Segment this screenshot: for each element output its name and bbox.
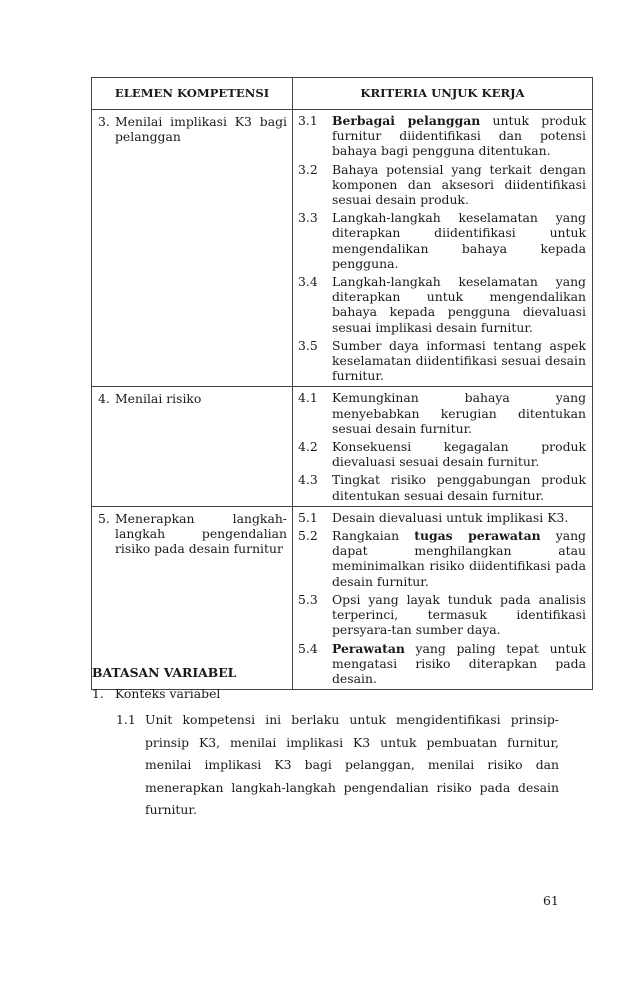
- table-header-row: [92, 78, 593, 110]
- criterion-item: [298, 439, 586, 469]
- criterion-item: [298, 390, 586, 436]
- criterion-text: Perawatan yang paling tepat untuk mengatasi risiko diterapkan pada desain.: [332, 640, 586, 686]
- sub-item-number: 1.1: [116, 712, 136, 727]
- header-kriteria-unjuk-kerja: KRITERIA UNJUK KERJA: [293, 78, 593, 110]
- criterion-item: [298, 592, 586, 638]
- criterion-text: Kemungkinan bahaya yang menyebabkan kerugian ditentukan sesuai desain furnitur.: [332, 390, 586, 436]
- criterion-item: [298, 510, 586, 525]
- criterion-text: Desain dievaluasi untuk implikasi K3.: [332, 509, 569, 525]
- criterion-text: Tingkat risiko penggabungan produk ditentukan sesuai desain furnitur.: [332, 472, 586, 503]
- element-number: 4.: [98, 391, 110, 407]
- criterion-item: [298, 338, 586, 384]
- criterion-item: [298, 274, 586, 335]
- page-number: 61: [543, 893, 559, 908]
- criterion-item: [298, 113, 586, 159]
- list-item-number: 1.: [92, 686, 104, 701]
- criterion-text: Rangkaian tugas perawatan yang dapat menghilangkan atau meminimalkan risiko diidentifikasi pada desain furnitur.: [332, 528, 586, 589]
- element-cell: [98, 511, 287, 557]
- table-row: [92, 506, 593, 689]
- criterion-item: [298, 528, 586, 589]
- list-item-label: Konteks variabel: [115, 686, 221, 701]
- header-elemen-kompetensi: ELEMEN KOMPETENSI: [92, 78, 293, 110]
- criterion-number: 5.2: [298, 528, 318, 544]
- criterion-number: 3.3: [298, 210, 318, 226]
- criterion-number: 3.1: [298, 113, 318, 128]
- table-row: [92, 110, 593, 387]
- criterion-number: 4.3: [298, 472, 318, 488]
- section-heading-batasan-variabel: BATASAN VARIABEL: [92, 665, 237, 680]
- element-cell: [98, 114, 287, 144]
- element-number: 5.: [98, 510, 110, 526]
- criterion-number: 5.1: [298, 509, 318, 525]
- criterion-bold-term: tugas perawatan: [414, 528, 541, 544]
- element-text: Menilai risiko: [115, 391, 202, 407]
- criterion-number: 5.3: [298, 591, 318, 607]
- criterion-text: Berbagai pelanggan untuk produk furnitur diidentifikasi dan potensi bahaya bagi pengguna ditentukan.: [332, 113, 586, 159]
- criterion-item: [298, 472, 586, 502]
- criterion-text: Langkah-langkah keselamatan yang diterapkan untuk mengendalikan bahaya kepada pengguna dievaluasi sesuai implikasi desain furnitur.: [332, 274, 586, 335]
- criterion-text: Konsekuensi kegagalan produk dievaluasi sesuai desain furnitur.: [332, 439, 586, 470]
- criterion-number: 4.2: [298, 439, 318, 455]
- sub-item-text: Unit kompetensi ini berlaku untuk mengidentifikasi prinsip-prinsip K3, menilai implikasi K3 untuk pembuatan furnitur, menilai implikasi K3 bagi pelanggan, menilai risiko dan menerapkan langkah-langkah pengendalian risiko pada desain furnitur.: [145, 712, 559, 817]
- competency-table: [91, 77, 593, 690]
- criterion-text: Langkah-langkah keselamatan yang diterapkan diidentifikasi untuk mengendalikan bahaya kepada pengguna.: [332, 210, 586, 271]
- criterion-item: [298, 210, 586, 271]
- sub-list-item: [116, 709, 559, 822]
- criterion-text: Sumber daya informasi tentang aspek keselamatan diidentifikasi sesuai desain furnitur.: [332, 337, 586, 384]
- criterion-item: [298, 162, 586, 208]
- criterion-number: 3.4: [298, 274, 318, 290]
- criterion-number: 5.4: [298, 640, 318, 656]
- element-number: 3.: [98, 114, 110, 129]
- criterion-bold-term: Berbagai pelanggan: [332, 113, 481, 128]
- criterion-text: Bahaya potensial yang terkait dengan komponen dan aksesori diidentifikasi sesuai desain produk.: [332, 161, 586, 208]
- table-row: [92, 387, 593, 506]
- list-item-konteks-variabel: [92, 686, 220, 701]
- criterion-number: 3.5: [298, 337, 318, 353]
- element-text: Menerapkan langkah-langkah pengendalian risiko pada desain furnitur: [115, 510, 287, 557]
- criterion-bold-term: Perawatan: [332, 640, 405, 656]
- element-cell: [98, 391, 287, 406]
- element-text: Menilai implikasi K3 bagi pelanggan: [115, 114, 287, 145]
- criterion-number: 4.1: [298, 390, 318, 406]
- criterion-number: 3.2: [298, 161, 318, 177]
- criterion-text: Opsi yang layak tunduk pada analisis terperinci, termasuk identifikasi persyara-tan sumber daya.: [332, 591, 586, 638]
- criterion-item: [298, 641, 586, 687]
